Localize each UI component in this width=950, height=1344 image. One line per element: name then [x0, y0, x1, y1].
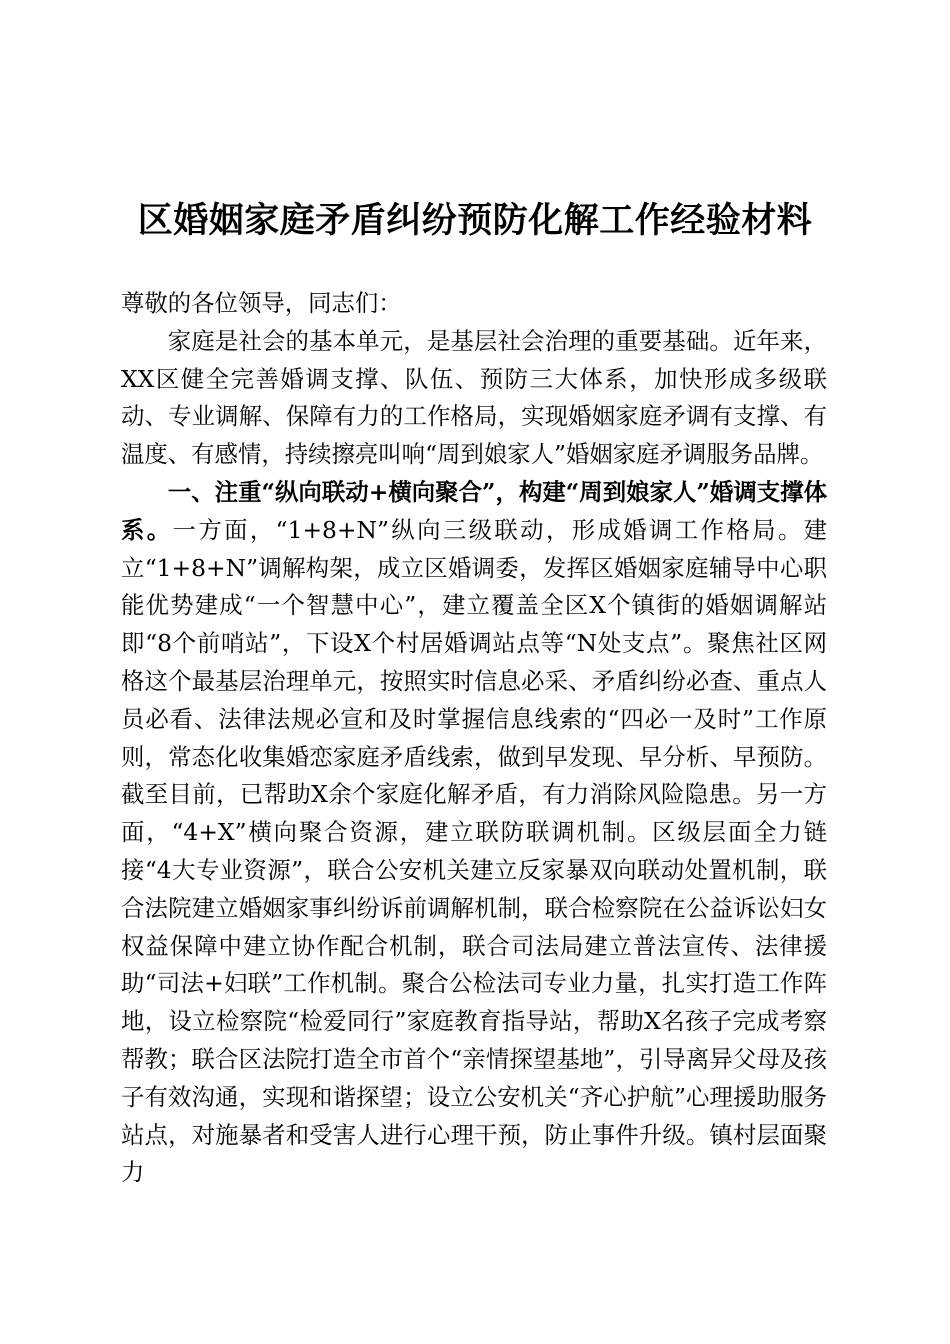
document-body: [121, 285, 827, 1192]
section-1-heading: 一、注重“纵向联动+横向聚合”，构建“周到娘家人”婚调支撑体系。: [121, 477, 827, 544]
paragraph-section-1: [121, 474, 827, 1192]
document-title: 区婚姻家庭矛盾纠纷预防化解工作经验材料: [137, 200, 813, 241]
salutation: 尊敬的各位领导，同志们：: [121, 289, 402, 317]
paragraph-intro: 家庭是社会的基本单元，是基层社会治理的重要基础。近年来，XX区健全完善婚调支撑、队伍、预防三大体系，加快形成多级联动、专业调解、保障有力的工作格局，实现婚姻家庭矛调有支撑、有温度、有感情，持续擦亮叫响“周到娘家人”婚姻家庭矛调服务品牌。: [121, 326, 827, 469]
section-1-body: 一方面，“1+8+N”纵向三级联动，形成婚调工作格局。建立“1+8+N”调解构架，成立区婚调委，发挥区婚姻家庭辅导中心职能优势建成“一个智慧中心”，建立覆盖全区X个镇街的婚姻调解站即“8个前哨站”，下设X个村居婚调站点等“N处支点”。聚焦社区网格这个最基层治理单元，按照实时信息必采、矛盾纠纷必查、重点人员必看、法律法规必宣和及时掌握信息线索的“四必一及时”工作原则，常态化收集婚恋家庭矛盾线索，做到早发现、早分析、早预防。截至目前，已帮助X余个家庭化解矛盾，有力消除风险隐患。另一方面，“4+X”横向聚合资源，建立联防联调机制。区级层面全力链接“4大专业资源”，联合公安机关建立反家暴双向联动处置机制，联合法院建立婚姻家事纠纷诉前调解机制，联合检察院在公益诉讼妇女权益保障中建立协作配合机制，联合司法局建立普法宣传、法律援助“司法+妇联”工作机制。聚合公检法司专业力量，扎实打造工作阵地，设立检察院“检爱同行”家庭教育指导站，帮助X名孩子完成考察帮教；联合区法院打造全市首个“亲情探望基地”，引导离异父母及孩子有效沟通，实现和谐探望；设立公安机关“齐心护航”心理援助服务站点，对施暴者和受害人进行心理干预，防止事件升级。镇村层面聚力: [121, 515, 828, 1187]
